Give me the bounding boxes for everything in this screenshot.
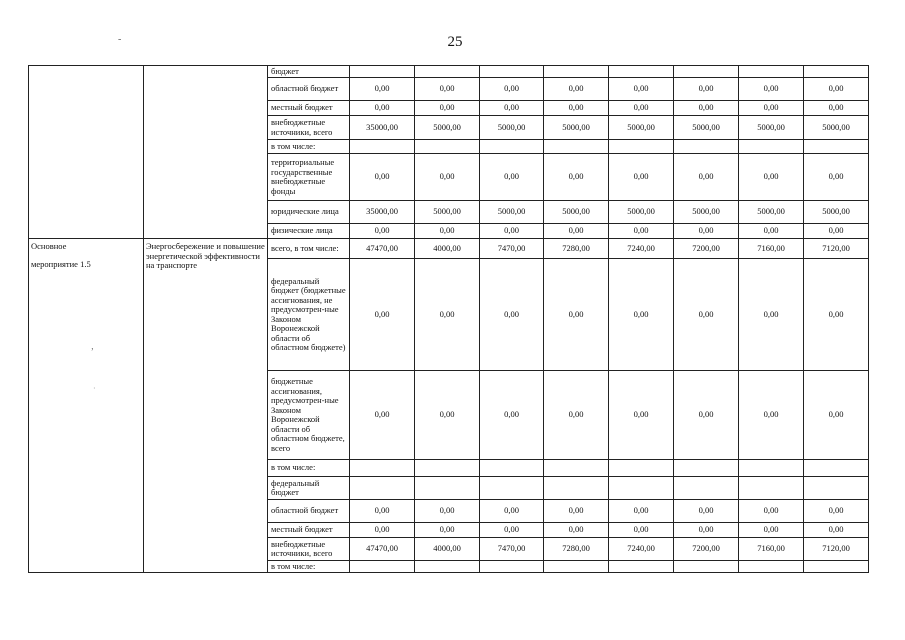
amount-cell: 5000,00 (544, 116, 609, 140)
amount-cell (609, 561, 674, 573)
funding-source-label: внебюджетные источники, всего (268, 538, 350, 561)
amount-cell: 35000,00 (350, 201, 415, 224)
amount-cell: 0,00 (350, 224, 415, 239)
amount-cell (804, 460, 869, 477)
amount-cell (415, 460, 480, 477)
amount-cell: 0,00 (609, 500, 674, 523)
funding-source-label: областной бюджет (268, 500, 350, 523)
amount-cell (415, 140, 480, 154)
amount-cell: 0,00 (674, 371, 739, 460)
amount-cell: 0,00 (350, 371, 415, 460)
amount-cell: 7200,00 (674, 239, 739, 259)
status-cell (29, 66, 144, 239)
table-row (29, 66, 869, 78)
amount-cell: 0,00 (804, 259, 869, 371)
amount-cell: 0,00 (480, 101, 544, 116)
amount-cell (350, 477, 415, 500)
amount-cell: 0,00 (415, 500, 480, 523)
amount-cell (739, 460, 804, 477)
funding-source-label: бюджетные ассигнования, предусмотрен-ные Законом Воронежской области об областном бюджете, всего (268, 371, 350, 460)
amount-cell: 0,00 (804, 500, 869, 523)
amount-cell: 0,00 (480, 78, 544, 101)
amount-cell (415, 561, 480, 573)
amount-cell: 0,00 (674, 224, 739, 239)
status-line-2: мероприятие 1.5 (31, 258, 91, 269)
amount-cell: 7120,00 (804, 239, 869, 259)
amount-cell: 0,00 (480, 154, 544, 201)
status-cell (29, 239, 144, 573)
amount-cell: 0,00 (350, 500, 415, 523)
amount-cell: 0,00 (609, 78, 674, 101)
amount-cell (544, 561, 609, 573)
amount-cell: 0,00 (480, 500, 544, 523)
amount-cell: 5000,00 (804, 116, 869, 140)
amount-cell: 0,00 (350, 101, 415, 116)
amount-cell: 5000,00 (415, 116, 480, 140)
amount-cell: 0,00 (609, 371, 674, 460)
amount-cell (739, 477, 804, 500)
amount-cell: 0,00 (804, 371, 869, 460)
amount-cell: 0,00 (739, 224, 804, 239)
amount-cell (674, 66, 739, 78)
funding-source-label: физические лица (268, 224, 350, 239)
amount-cell: 47470,00 (350, 538, 415, 561)
amount-cell: 0,00 (739, 523, 804, 538)
amount-cell: 47470,00 (350, 239, 415, 259)
amount-cell (804, 477, 869, 500)
funding-source-label: в том числе: (268, 460, 350, 477)
funding-source-label: местный бюджет (268, 523, 350, 538)
amount-cell: 0,00 (804, 154, 869, 201)
amount-cell: 5000,00 (544, 201, 609, 224)
amount-cell: 0,00 (674, 78, 739, 101)
amount-cell (804, 561, 869, 573)
amount-cell (544, 477, 609, 500)
amount-cell: 0,00 (609, 259, 674, 371)
amount-cell (350, 66, 415, 78)
amount-cell: 4000,00 (415, 538, 480, 561)
amount-cell (544, 460, 609, 477)
amount-cell (350, 140, 415, 154)
amount-cell: 5000,00 (739, 116, 804, 140)
amount-cell: 7120,00 (804, 538, 869, 561)
amount-cell: 7200,00 (674, 538, 739, 561)
amount-cell: 5000,00 (415, 201, 480, 224)
amount-cell: 0,00 (480, 224, 544, 239)
amount-cell: 0,00 (544, 500, 609, 523)
amount-cell: 0,00 (480, 259, 544, 371)
amount-cell: 0,00 (739, 371, 804, 460)
amount-cell: 0,00 (544, 154, 609, 201)
amount-cell: 7160,00 (739, 538, 804, 561)
amount-cell: 0,00 (544, 101, 609, 116)
amount-cell: 0,00 (544, 78, 609, 101)
amount-cell (480, 140, 544, 154)
amount-cell: 7280,00 (544, 538, 609, 561)
amount-cell: 0,00 (739, 78, 804, 101)
scan-artifact: ʼ (90, 347, 94, 358)
table-row (29, 239, 869, 259)
amount-cell: 0,00 (674, 154, 739, 201)
amount-cell: 0,00 (609, 101, 674, 116)
funding-source-label: юридические лица (268, 201, 350, 224)
amount-cell: 35000,00 (350, 116, 415, 140)
amount-cell: 0,00 (804, 523, 869, 538)
amount-cell: 0,00 (415, 523, 480, 538)
amount-cell (609, 66, 674, 78)
amount-cell: 0,00 (350, 523, 415, 538)
amount-cell: 7470,00 (480, 239, 544, 259)
amount-cell: 5000,00 (480, 201, 544, 224)
amount-cell: 0,00 (415, 154, 480, 201)
funding-source-label: территориальные государственные внебюджетные фонды (268, 154, 350, 201)
amount-cell: 5000,00 (674, 116, 739, 140)
amount-cell: 0,00 (544, 259, 609, 371)
amount-cell (674, 460, 739, 477)
amount-cell: 0,00 (804, 78, 869, 101)
amount-cell: 7280,00 (544, 239, 609, 259)
amount-cell: 4000,00 (415, 239, 480, 259)
amount-cell: 0,00 (739, 154, 804, 201)
amount-cell (350, 561, 415, 573)
funding-source-label: федеральный бюджет (бюджетные ассигнования, не предусмотрен-ные Законом Воронежской области об областном бюджете) (268, 259, 350, 371)
scan-artifact: · (93, 384, 96, 393)
funding-source-label: в том числе: (268, 140, 350, 154)
amount-cell (415, 66, 480, 78)
amount-cell: 7160,00 (739, 239, 804, 259)
amount-cell: 5000,00 (804, 201, 869, 224)
funding-source-label: областной бюджет (268, 78, 350, 101)
amount-cell: 0,00 (350, 259, 415, 371)
amount-cell (544, 140, 609, 154)
program-name-cell (144, 66, 268, 239)
amount-cell (350, 460, 415, 477)
amount-cell: 7240,00 (609, 239, 674, 259)
amount-cell: 0,00 (739, 259, 804, 371)
amount-cell: 0,00 (480, 523, 544, 538)
amount-cell: 5000,00 (480, 116, 544, 140)
amount-cell (480, 561, 544, 573)
funding-source-label: местный бюджет (268, 101, 350, 116)
amount-cell: 0,00 (804, 101, 869, 116)
amount-cell (480, 460, 544, 477)
amount-cell: 5000,00 (674, 201, 739, 224)
amount-cell: 0,00 (739, 500, 804, 523)
amount-cell: 0,00 (415, 371, 480, 460)
amount-cell (609, 460, 674, 477)
amount-cell: 0,00 (739, 101, 804, 116)
amount-cell: 0,00 (674, 259, 739, 371)
amount-cell (674, 140, 739, 154)
funding-source-label: всего, в том числе: (268, 239, 350, 259)
amount-cell (804, 66, 869, 78)
amount-cell (415, 477, 480, 500)
amount-cell: 0,00 (674, 523, 739, 538)
amount-cell: 0,00 (350, 78, 415, 101)
amount-cell: 0,00 (415, 259, 480, 371)
amount-cell: 0,00 (544, 371, 609, 460)
amount-cell: 5000,00 (609, 201, 674, 224)
amount-cell: 0,00 (544, 224, 609, 239)
funding-source-label: в том числе: (268, 561, 350, 573)
amount-cell (609, 477, 674, 500)
amount-cell: 0,00 (480, 371, 544, 460)
amount-cell (609, 140, 674, 154)
amount-cell: 0,00 (674, 101, 739, 116)
amount-cell (480, 477, 544, 500)
program-name-cell: Энергосбережение и повышение энергетической эффективности на транспорте (144, 239, 268, 573)
amount-cell: 0,00 (415, 78, 480, 101)
status-line-1: Основное (31, 241, 67, 251)
funding-source-label: внебюджетные источники, всего (268, 116, 350, 140)
amount-cell: 0,00 (804, 224, 869, 239)
amount-cell (480, 66, 544, 78)
amount-cell (674, 561, 739, 573)
budget-table (28, 65, 869, 573)
amount-cell: 0,00 (609, 523, 674, 538)
amount-cell (674, 477, 739, 500)
amount-cell: 0,00 (609, 224, 674, 239)
funding-source-label: федеральный бюджет (268, 477, 350, 500)
amount-cell: 0,00 (674, 500, 739, 523)
amount-cell: 0,00 (415, 224, 480, 239)
page-number: 25 (447, 34, 463, 50)
scan-mark: - (118, 34, 122, 45)
amount-cell (544, 66, 609, 78)
funding-source-label: бюджет (268, 66, 350, 78)
amount-cell: 5000,00 (609, 116, 674, 140)
amount-cell: 7240,00 (609, 538, 674, 561)
amount-cell: 0,00 (609, 154, 674, 201)
amount-cell: 7470,00 (480, 538, 544, 561)
amount-cell: 5000,00 (739, 201, 804, 224)
amount-cell: 0,00 (544, 523, 609, 538)
amount-cell: 0,00 (415, 101, 480, 116)
amount-cell (804, 140, 869, 154)
amount-cell (739, 561, 804, 573)
amount-cell (739, 140, 804, 154)
amount-cell (739, 66, 804, 78)
amount-cell: 0,00 (350, 154, 415, 201)
